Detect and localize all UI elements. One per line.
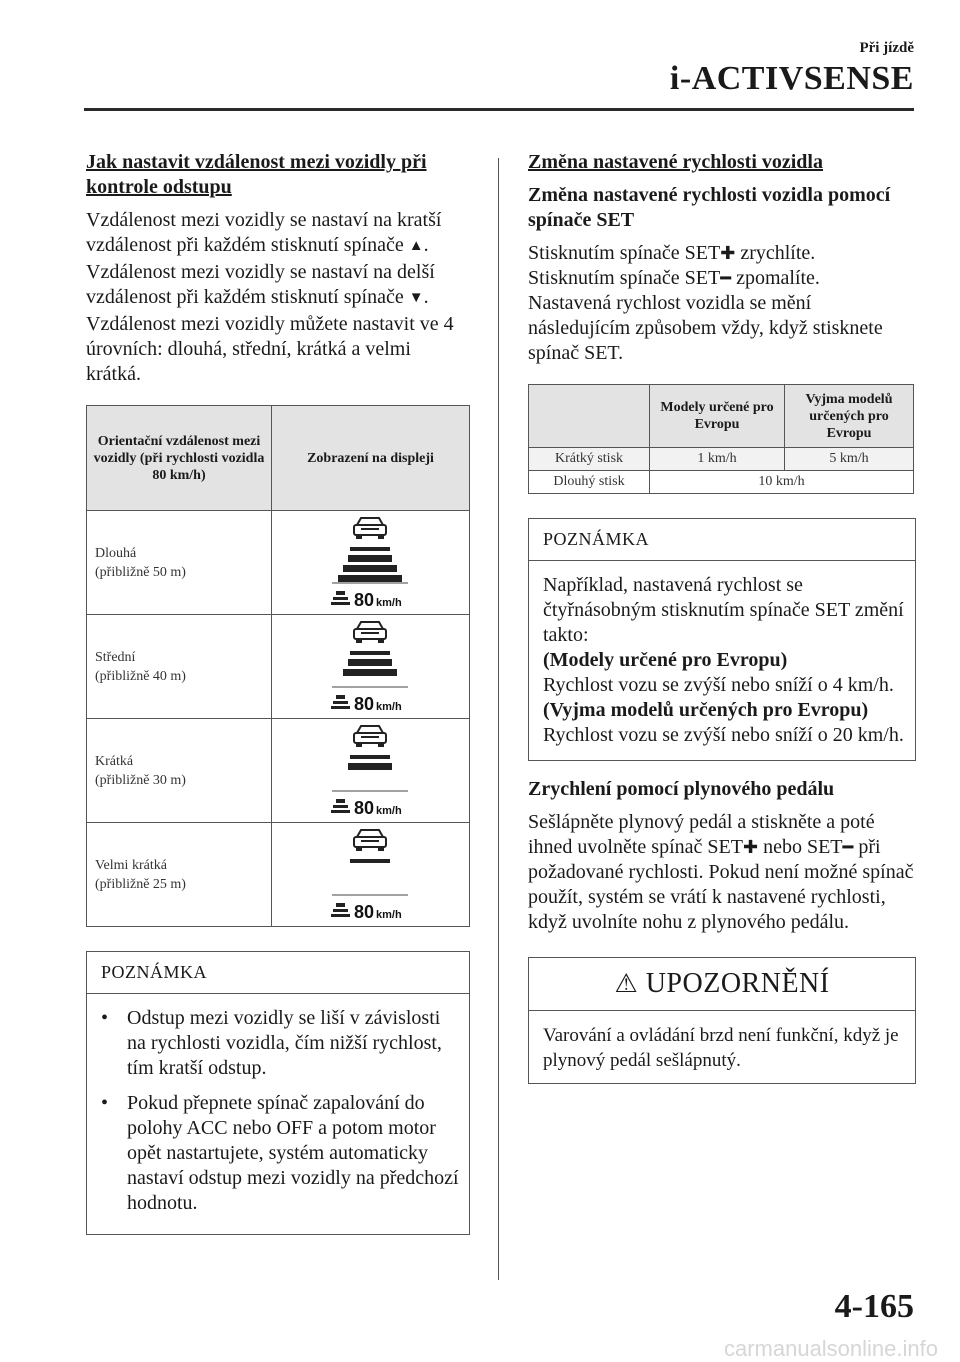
table-row: Velmi krátká (přibližně 25 m) 80 km/h: [87, 823, 470, 927]
distance-display-graphic: [272, 719, 468, 822]
distance-paragraph: Vzdálenost mezi vozidly se nastaví na kratší vzdálenost při každém stisknutí spínače ▲. Vzdálenost mezi vozidly se nastaví na delší vzdálenost při každém stisknutí spínače ▼. Vzdálenost mezi vozidly můžete nastavit ve 4 úrovních: dlouhá, střední, krátká a velmi krátká.: [86, 209, 454, 385]
table-row: Krátká (přibližně 30 m) 80 km/h: [87, 719, 470, 823]
accel-heading: Zrychlení pomocí plynového pedálu: [528, 778, 835, 800]
distance-base-bar: [350, 547, 390, 551]
triangle-down-icon: ▼: [408, 290, 424, 306]
set-switch-paragraph: Stisknutím spínače SET✚ zrychlíte. Stisknutím spínače SET━ zpomalíte. Nastavená rychlost vozidla se mění následujícím způsobem vždy, když stisknete spínač SET.: [528, 242, 883, 364]
chapter-title: i-ACTIVSENSE: [669, 60, 914, 97]
table-row: Střední (přibližně 40 m) 80 km/h: [87, 615, 470, 719]
page-number: 4-165: [834, 1288, 914, 1325]
distance-table-header-distance: Orientační vzdálenost mezi vozidly (při rychlosti vozidla 80 km/h): [87, 406, 272, 511]
left-column: [86, 150, 470, 1235]
plus-icon: ✚: [742, 837, 759, 858]
warning-text: Varování a ovládání brzd není funkční, když je plynový pedál sešlápnutý.: [543, 1025, 899, 1071]
distance-display-graphic: [272, 511, 468, 614]
distance-display-graphic: [272, 615, 468, 718]
accel-paragraph: Sešlápněte plynový pedál a stiskněte a poté ihned uvolněte spínač SET✚ nebo SET━ při požadované rychlosti. Pokud není možné spínač použít, systém se vrátí k nastavené rychlosti, když uvolníte nohu z plynového pedálu.: [528, 811, 914, 933]
distance-bar: [343, 669, 397, 676]
minus-icon: ━: [720, 268, 732, 289]
section-title: Při jízdě: [859, 40, 914, 56]
speed-unit: km/h: [376, 597, 402, 609]
cruise-distance-icon: [331, 799, 350, 813]
speed-change-heading: Změna nastavené rychlosti vozidla: [528, 151, 823, 173]
warning-title: UPOZORNĚNÍ: [645, 968, 830, 999]
header-rule: [84, 108, 914, 111]
note-title: POZNÁMKA: [87, 952, 469, 994]
speed-unit: km/h: [376, 701, 402, 713]
warning-icon: ⚠: [614, 969, 639, 999]
note-box-distance: [86, 951, 470, 1235]
note-box-speed: POZNÁMKA Například, nastavená rychlost se čtyřnásobným stisknutím spínače SET změní takto: (Modely určené pro Evropu) Rychlost vozu se zvýší nebo sníží o 4 km/h. (Vyjma modelů určených pro Evropu) Rychlost vozu se zvýší nebo sníží o 20 km/h.: [528, 518, 916, 761]
note-title: POZNÁMKA: [529, 519, 915, 561]
distance-display-svg: [272, 511, 468, 614]
speed-unit: km/h: [376, 805, 402, 817]
distance-bar: [348, 555, 392, 562]
speed-table-header-eu: Modely určené pro Evropu: [650, 385, 785, 448]
car-icon: [354, 726, 386, 747]
speed-table-header-non-eu: Vyjma modelů určených pro Evropu: [785, 385, 914, 448]
warning-box: [528, 957, 916, 1084]
distance-base-bar: [350, 651, 390, 655]
set-speed-value: 80: [354, 694, 375, 714]
set-speed-value: 80: [354, 902, 375, 922]
column-divider: [498, 158, 499, 1280]
list-item: • Pokud přepnete spínač zapalování do polohy ACC nebo OFF a potom motor opět nastartujete, systém automaticky nastaví odstup mezi vozidly na předchozí hodnotu.: [101, 1092, 459, 1214]
distance-bar: [338, 575, 402, 582]
list-item: • Odstup mezi vozidly se liší v závislosti na rychlosti vozidla, čím nižší rychlost, tím kratší odstup.: [101, 1007, 442, 1079]
car-icon: [354, 622, 386, 643]
table-row: Dlouhý stisk 10 km/h: [529, 471, 914, 494]
distance-base-bar: [350, 755, 390, 759]
distance-base-bar: [350, 859, 390, 863]
distance-display-svg: [272, 615, 468, 718]
right-column: [528, 150, 916, 1084]
distance-heading: Jak nastavit vzdálenost mezi vozidly při kontrole odstupu: [86, 151, 427, 198]
distance-display-svg: [272, 719, 468, 822]
speed-step-table: [528, 384, 914, 494]
distance-bar: [348, 763, 392, 770]
minus-icon: ━: [842, 837, 854, 858]
triangle-up-icon: ▲: [408, 238, 424, 254]
distance-table-header-display: Zobrazení na displeji: [272, 406, 470, 511]
cruise-distance-icon: [331, 903, 350, 917]
set-speed-value: 80: [354, 590, 375, 610]
table-row: Dlouhá (přibližně 50 m) 80 km/h: [87, 511, 470, 615]
cruise-distance-icon: [331, 695, 350, 709]
distance-display-svg: [272, 823, 468, 926]
distance-display-graphic: [272, 823, 468, 926]
car-icon: [354, 518, 386, 539]
watermark: carmanualsonline.info: [723, 1336, 938, 1361]
cruise-distance-icon: [331, 591, 350, 605]
set-speed-value: 80: [354, 798, 375, 818]
speed-unit: km/h: [376, 909, 402, 921]
speed-change-subheading: Změna nastavené rychlosti vozidla pomocí spínače SET: [528, 184, 891, 231]
distance-bar: [348, 659, 392, 666]
plus-icon: ✚: [720, 243, 736, 264]
distance-bar: [343, 565, 397, 572]
table-row: Krátký stisk 1 km/h 5 km/h: [529, 448, 914, 471]
distance-table: [86, 405, 470, 927]
car-icon: [354, 830, 386, 851]
